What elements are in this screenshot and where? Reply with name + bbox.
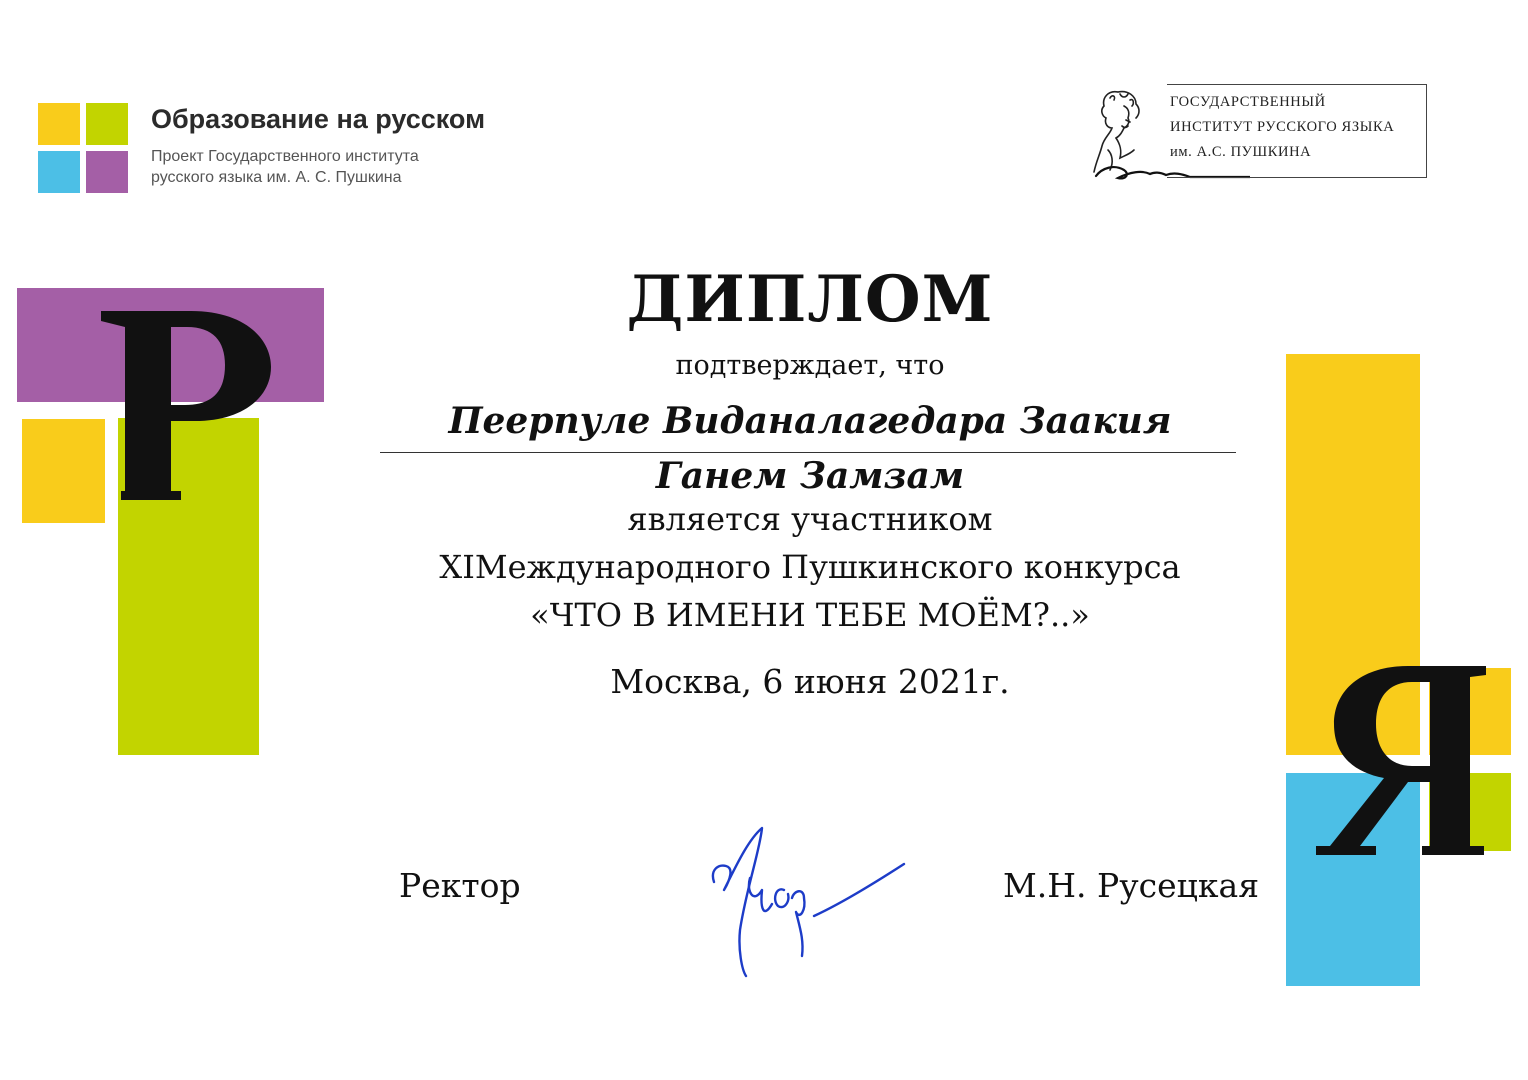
logo-square-blue	[38, 151, 80, 193]
diploma-confirms: подтверждает, что	[675, 350, 945, 381]
recipient-name-line1: Пеерпуле Виданалагедара Заакия	[448, 400, 1172, 442]
logo-square-purple	[86, 151, 128, 193]
contest-name: XIМеждународного Пушкинского конкурса	[439, 548, 1181, 586]
handwritten-signature	[700, 820, 910, 980]
recipient-name-line2: Ганем Замзам	[655, 455, 965, 497]
logo-title: Образование на русском	[151, 104, 486, 134]
institute-line1: ГОСУДАРСТВЕННЫЙ	[1170, 94, 1326, 110]
decor-letter-r	[95, 305, 275, 505]
logo-square-yellow	[38, 103, 80, 145]
signer-role: Ректор	[399, 866, 521, 905]
institute-line2: ИНСТИТУТ РУССКОГО ЯЗЫКА	[1170, 119, 1395, 135]
logo-square-green	[86, 103, 128, 145]
signer-name: М.Н. Русецкая	[1003, 866, 1260, 905]
diploma-participant: является участником	[627, 500, 993, 538]
diploma-date: Москва, 6 июня 2021г.	[610, 662, 1010, 701]
institute-line3: им. А.С. ПУШКИНА	[1170, 144, 1312, 160]
diploma-title: ДИПЛОМ	[626, 262, 994, 337]
name-underline	[380, 452, 1236, 453]
contest-title: «ЧТО В ИМЕНИ ТЕБЕ МОЁМ?..»	[530, 596, 1090, 634]
logo-subtitle-line2: русского языка им. А. С. Пушкина	[151, 169, 402, 186]
decor-left-yellow-square	[22, 419, 105, 523]
logo-subtitle-line1: Проект Государственного института	[151, 148, 419, 165]
decor-letter-ya	[1312, 660, 1492, 860]
